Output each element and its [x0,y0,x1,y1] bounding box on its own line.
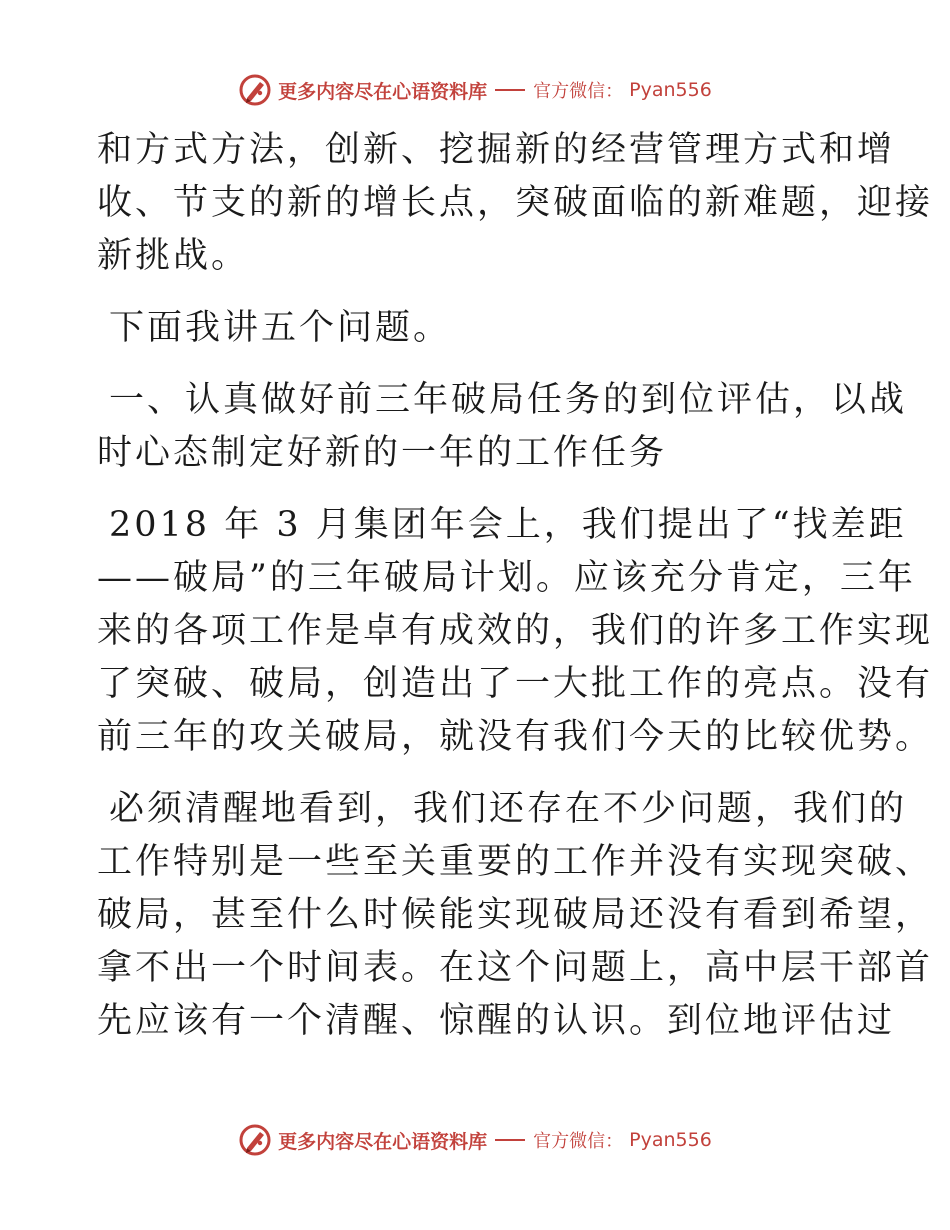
text-line: 先应该有一个清醒、惊醒的认识。到位地评估过 [97,1001,896,1041]
watermark-wechat-id: Pyan556 [629,79,712,101]
watermark-official-label: 官方微信： [533,81,624,102]
text-line: 和方式方法，创新、挖掘新的经营管理方式和增 [97,130,896,170]
watermark-brand-text: 更多内容尽在心语资料库 [278,80,488,103]
section-heading-1 [97,374,908,480]
text-line: 破局，甚至什么时候能实现破局还没有看到希望， [97,895,934,935]
footer-watermark [0,1120,950,1160]
pen-logo-icon [238,73,272,107]
watermark-wechat-id: Pyan556 [629,1129,712,1151]
text-line: 下面我讲五个问题。 [109,308,452,348]
paragraph-1 [97,124,934,283]
watermark-official-label: 官方微信： [533,1131,624,1152]
watermark-dash [495,89,525,91]
paragraph-3 [97,499,934,764]
text-line: 2018 年 3 月集团年会上，我们提出了“找差距 [109,505,907,545]
text-line: 时心态制定好新的一年的工作任务 [97,433,668,473]
text-line: 拿不出一个时间表。在这个问题上，高中层干部首 [97,948,934,988]
text-line: 新挑战。 [97,236,250,276]
text-line: 一、认真做好前三年破局任务的到位评估，以战 [109,380,908,420]
watermark-dash [495,1139,525,1141]
text-line: 工作特别是一些至关重要的工作并没有实现突破、 [97,842,934,882]
text-line: 来的各项工作是卓有成效的，我们的许多工作实现 [97,611,934,651]
pen-logo-icon [238,1123,272,1157]
text-line: 必须清醒地看到，我们还存在不少问题，我们的 [109,789,908,829]
text-line: 收、节支的新的增长点，突破面临的新难题，迎接 [97,183,934,223]
text-line: 前三年的攻关破局，就没有我们今天的比较优势。 [97,717,934,757]
text-line: ——破局”的三年破局计划。应该充分肯定，三年 [97,558,916,598]
document-body [97,124,934,1067]
watermark-brand-text: 更多内容尽在心语资料库 [278,1130,488,1153]
text-line: 了突破、破局，创造出了一大批工作的亮点。没有 [97,664,934,704]
header-watermark [0,70,950,110]
paragraph-2 [97,302,857,355]
paragraph-4 [97,783,934,1048]
